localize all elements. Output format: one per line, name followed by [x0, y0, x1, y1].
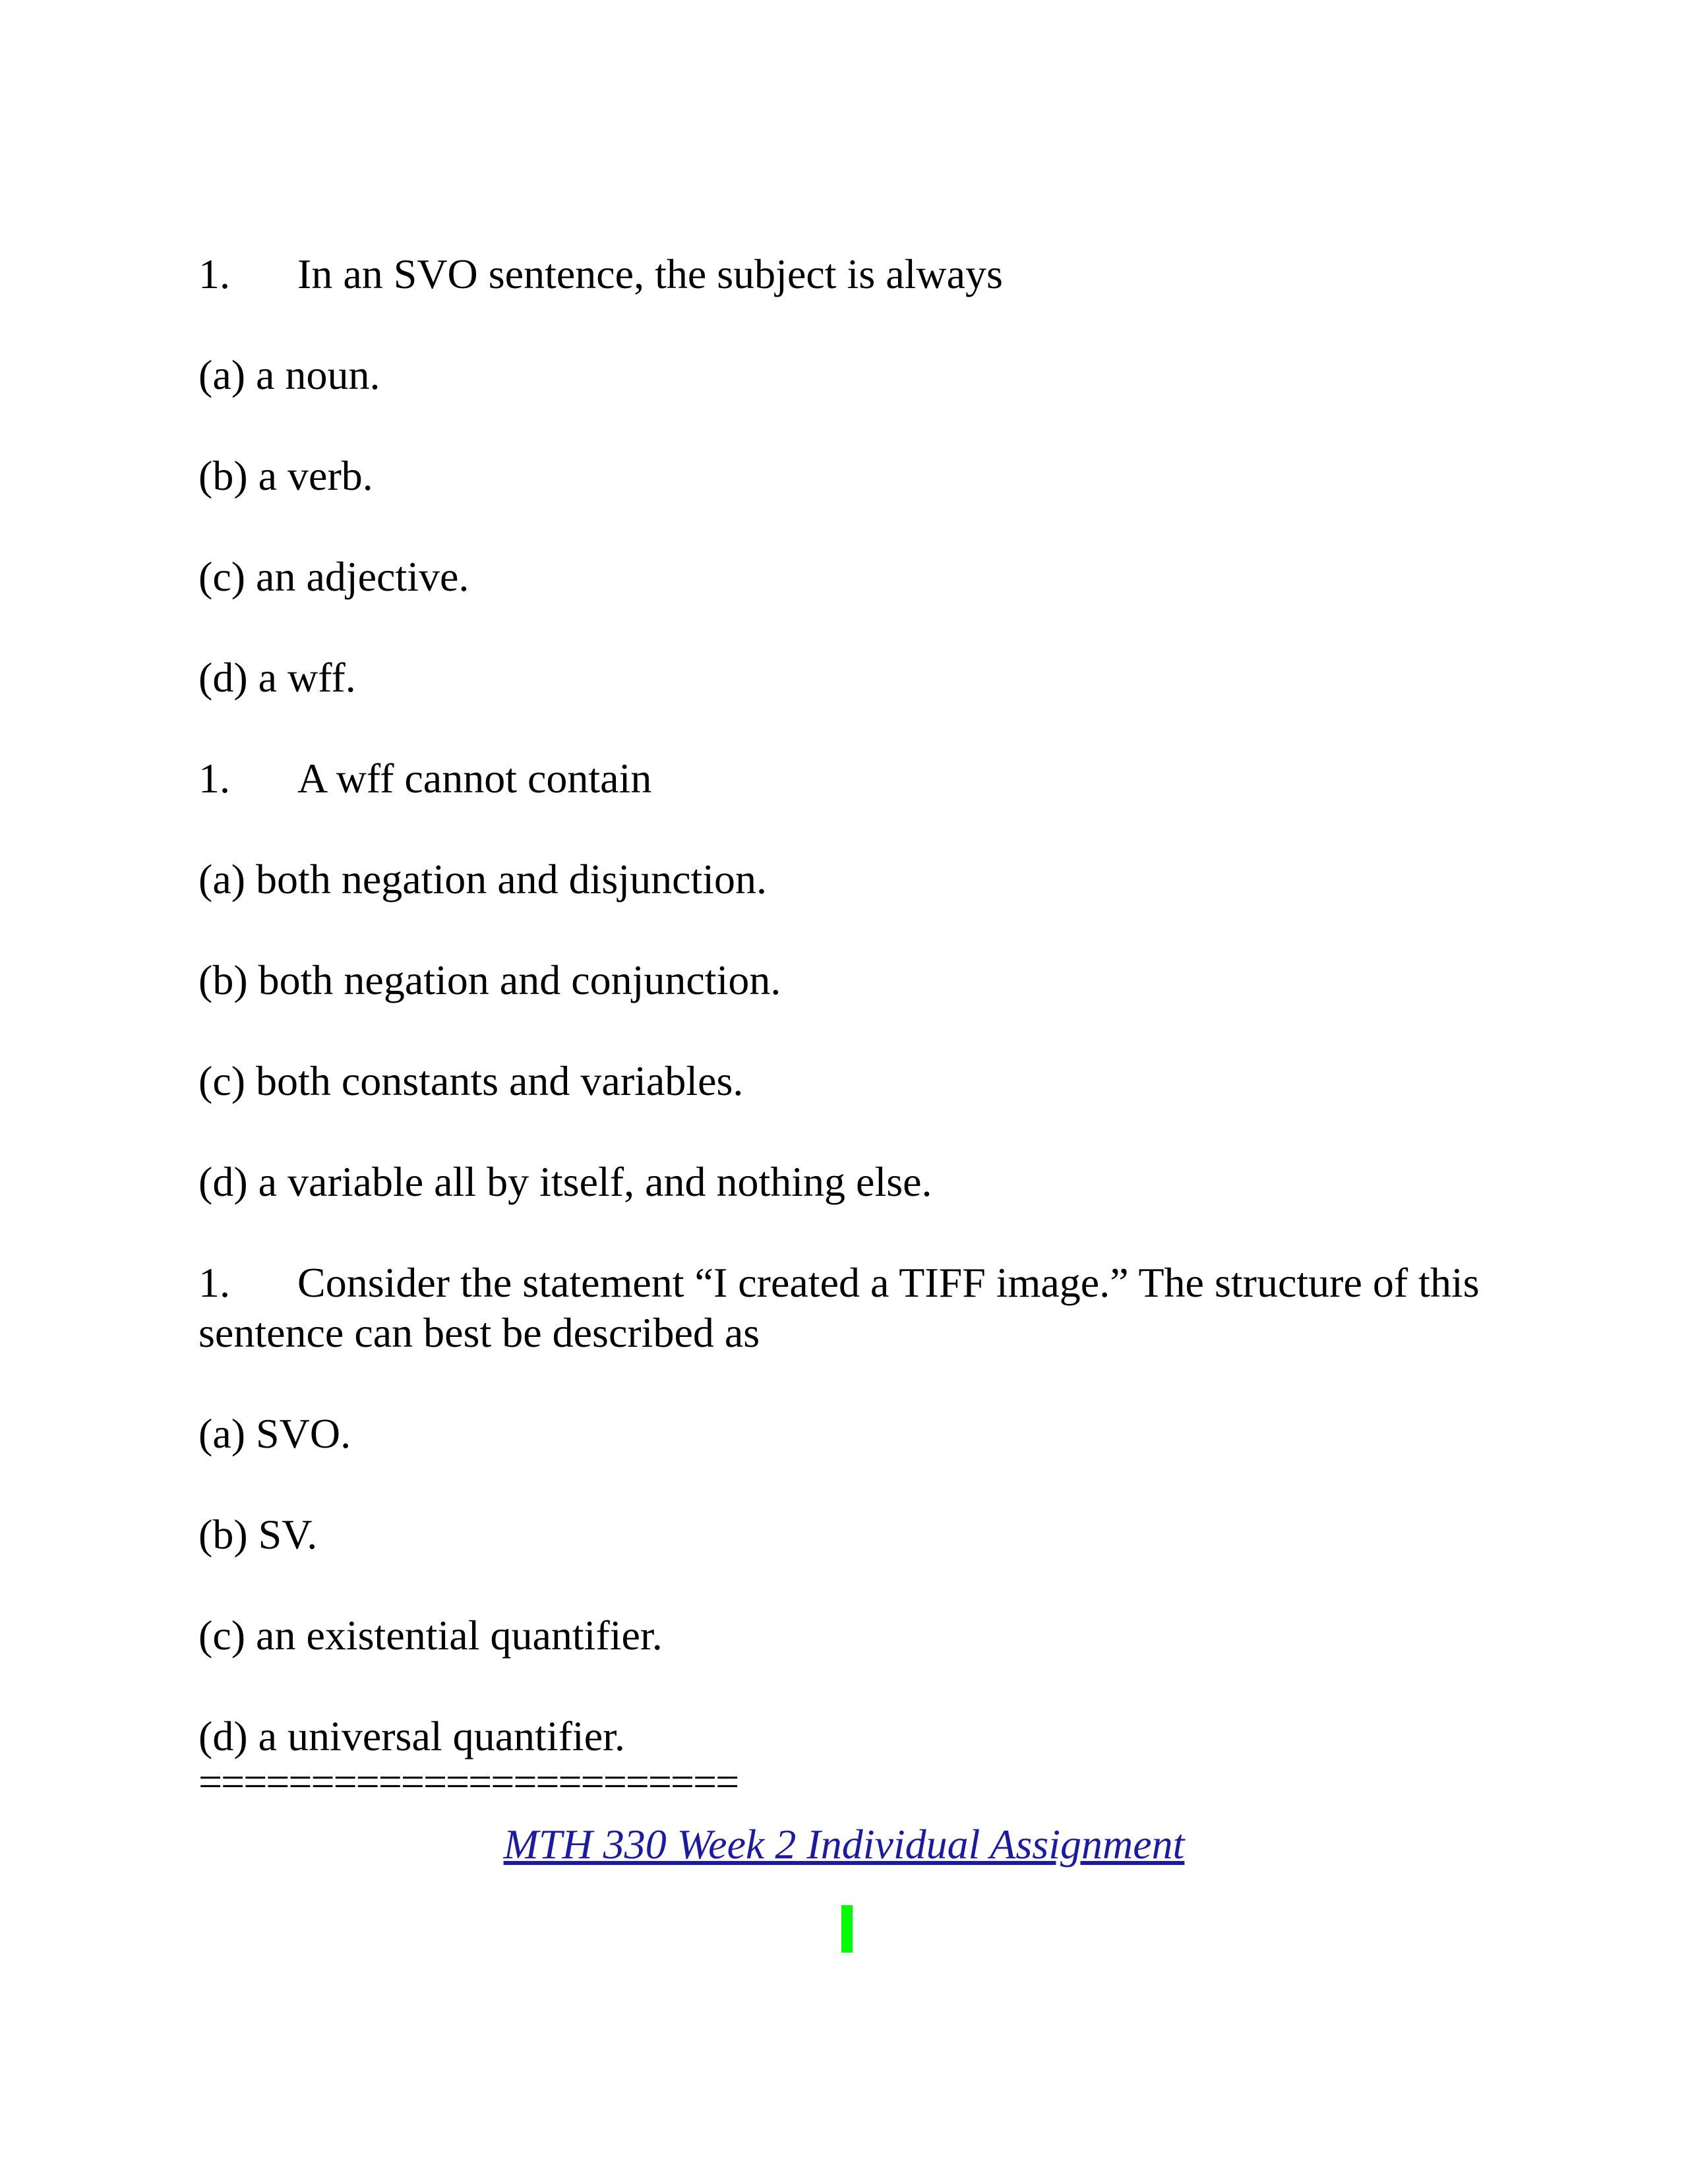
option-d: (d) a wff.	[198, 654, 356, 701]
option-d: (d) a variable all by itself, and nothing else.	[198, 1158, 932, 1205]
option-a: (a) a noun.	[198, 351, 380, 398]
option-a: (a) both negation and disjunction.	[198, 856, 768, 902]
option-c: (c) an adjective.	[198, 553, 469, 600]
question-1	[198, 249, 1003, 299]
option-b: (b) both negation and conjunction.	[198, 957, 781, 1003]
question-3	[198, 1258, 1491, 1358]
option-a: (a) SVO.	[198, 1410, 351, 1457]
question-number: 1.	[198, 755, 230, 802]
option-d: (d) a universal quantifier.	[198, 1713, 625, 1759]
question-2	[198, 753, 651, 804]
question-prompt: Consider the statement “I created a TIFF image.” The structure of this sentence can best be described as	[198, 1259, 1480, 1356]
option-c: (c) both constants and variables.	[198, 1057, 744, 1104]
question-number: 1.	[198, 1259, 230, 1306]
option-b: (b) a verb.	[198, 452, 373, 499]
question-prompt: A wff cannot contain	[297, 755, 652, 802]
separator-line: ========================	[198, 1758, 738, 1805]
option-b: (b) SV.	[198, 1511, 318, 1558]
question-number: 1.	[198, 251, 230, 297]
assignment-link[interactable]: MTH 330 Week 2 Individual Assignment	[503, 1821, 1185, 1868]
text-cursor-marker	[841, 1905, 853, 1953]
question-prompt: In an SVO sentence, the subject is always	[297, 251, 1003, 297]
option-c: (c) an existential quantifier.	[198, 1612, 663, 1659]
